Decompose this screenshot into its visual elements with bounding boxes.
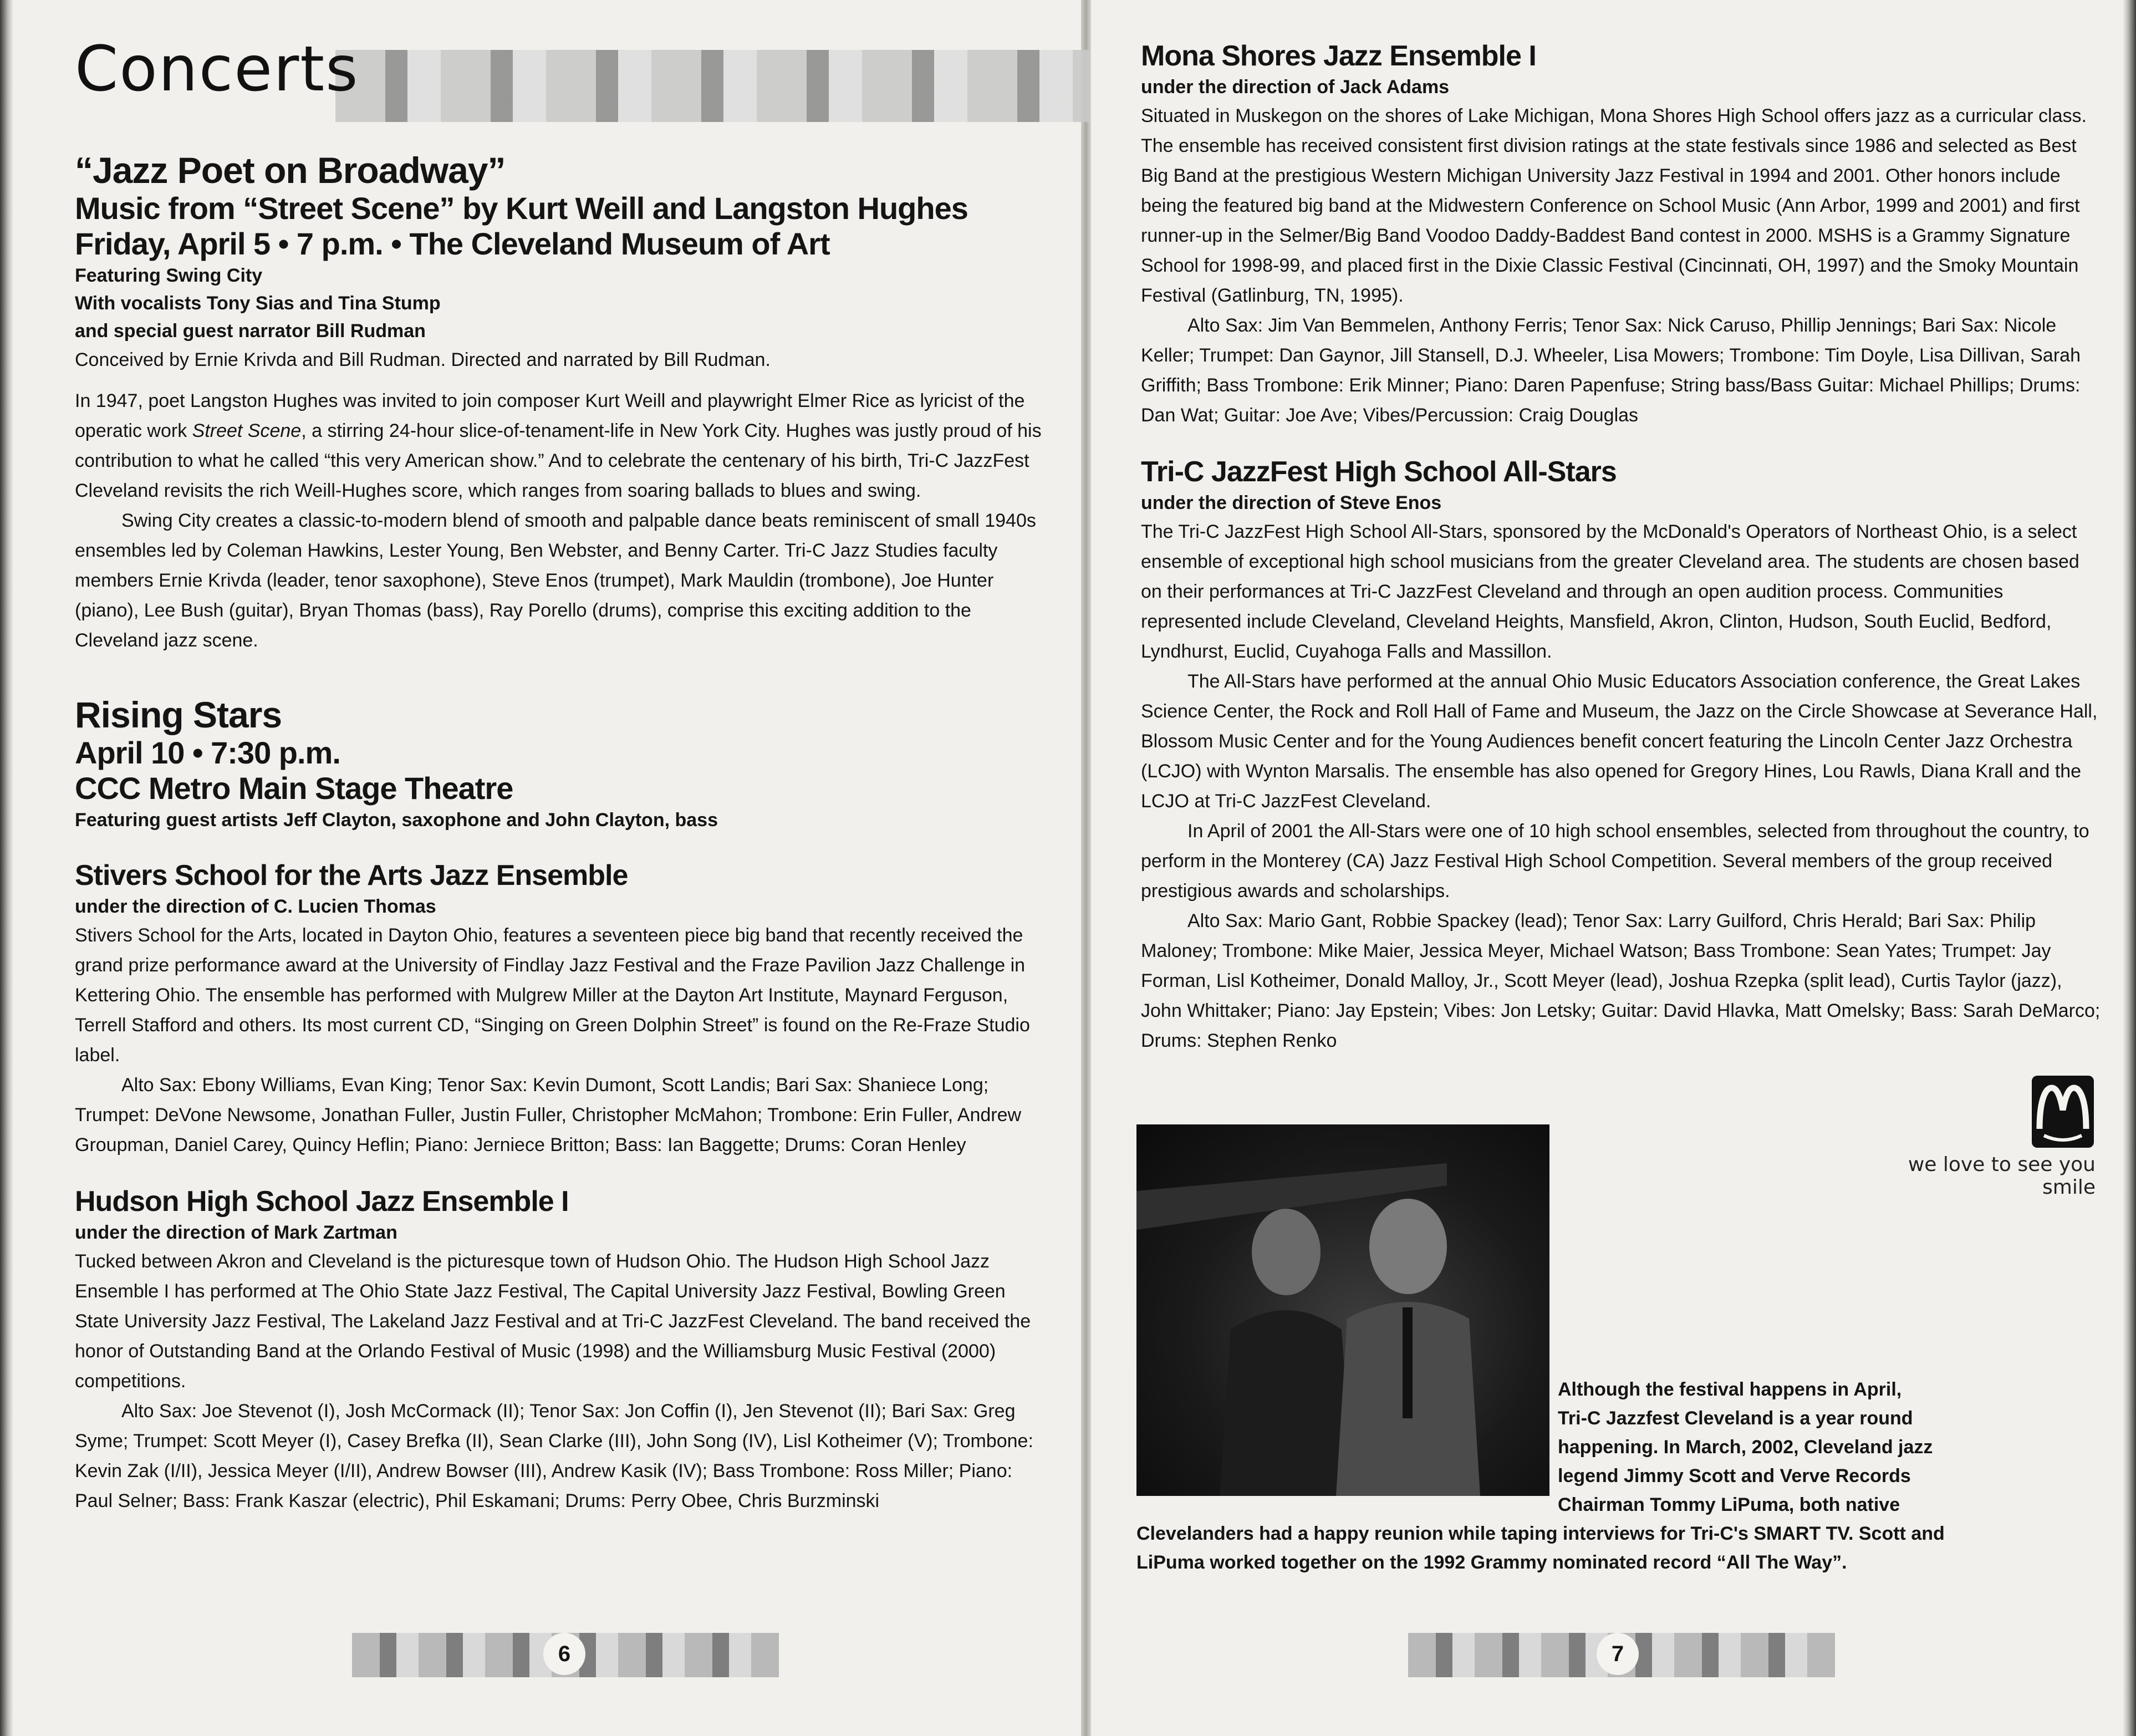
rising-stars-date: April 10 • 7:30 p.m. bbox=[75, 735, 340, 770]
rising-stars-venue: CCC Metro Main Stage Theatre bbox=[75, 771, 513, 806]
allstars-roster: Alto Sax: Mario Gant, Robbie Spackey (lead); Tenor Sax: Larry Guilford, Chris Herald; Bari Sax: Philip Maloney; Trombone: Mike Maier, Jessica Meyer, Michael Watson; Bass Trombone: Sean Yates; Trumpet: Jay Forman, Lisl Kotheimer, Donald Malloy, Jr., Scott Meyer (lead), Joshua Rzepka (split lead), Curtis Taylor (jazz), John Whittaker; Piano: Jay Epstein; Vibes: Jon Letsky; Guitar: David Hlavka, Matt Omelsky; Bass: Sarah DeMarco; Drums: Stephen Renko bbox=[1141, 910, 2101, 1051]
page-number: 7 bbox=[1597, 1633, 1639, 1675]
paragraph-text: , a stirring 24-hour slice-of-tenament-life in New York City. Hughes was justly proud of his contribution to what he called “this very American show.” And to celebrate the centenary of his birth, Tri-C JazzFest Cleveland revisits the rich Weill-Hughes score, which ranges from soaring ballads to blues and swing. bbox=[75, 420, 1042, 501]
rising-stars-featuring: Featuring guest artists Jeff Clayton, saxophone and John Clayton, bass bbox=[75, 810, 718, 831]
caption-line: LiPuma worked together on the 1992 Grammy nominated record “All The Way”. bbox=[1136, 1552, 1847, 1573]
jazz-poet-conceived: Conceived by Ernie Krivda and Bill Rudman. Directed and narrated by Bill Rudman. bbox=[75, 349, 771, 370]
paragraph-text: In 1947, poet Langston Hughes was invited to join composer Kurt Weill and playwright Elmer Rice as lyricist of the operatic work bbox=[75, 390, 1025, 441]
page-number: 6 bbox=[543, 1633, 585, 1675]
hudson-director: under the direction of Mark Zartman bbox=[75, 1222, 397, 1243]
left-column bbox=[75, 33, 1051, 1516]
allstars-title: Tri-C JazzFest High School All-Stars bbox=[1141, 456, 1617, 488]
allstars-paragraph: The Tri-C JazzFest High School All-Stars, sponsored by the McDonald's Operators of Northeast Ohio, is a select ensemble of exceptional high school musicians from the greater Cleveland area. The students are chosen based on their performances at Tri-C JazzFest Cleveland and through an open audition process. Communities represented include Cleveland, Cleveland Heights, Mansfield, Akron, Clinton, Hudson, South Euclid, Bedford, Lyndhurst, Euclid, Cuyahoga Falls and Massillon. bbox=[1141, 521, 2079, 662]
mcdonalds-logo bbox=[2032, 1076, 2094, 1148]
stivers-paragraph: Stivers School for the Arts, located in Dayton Ohio, features a seventeen piece big band that recently received the grand prize performance award at the University of Findlay Jazz Festival and the Fraze Pavilion Jazz Challenge in Kettering Ohio. The ensemble has performed with Mulgrew Miller at the Dayton Art Institute, Maynard Ferguson, Terrell Stafford and others. Its most current CD, “Singing on Green Dolphin Street” is found on the Re-Fraze Studio label. bbox=[75, 925, 1030, 1066]
mcdonalds-tagline: we love to see you smile bbox=[1908, 1153, 2096, 1199]
jazz-poet-narrator: and special guest narrator Bill Rudman bbox=[75, 320, 426, 342]
right-column bbox=[1141, 39, 2106, 1056]
section-title: Concerts bbox=[75, 33, 359, 105]
jazz-poet-paragraph: Swing City creates a classic-to-modern blend of smooth and palpable dance beats reminiscent of small 1940s ensembles led by Coleman Hawkins, Lester Young, Ben Webster, and Benny Carter. Tri-C Jazz Studies faculty members Ernie Krivda (leader, tenor saxophone), Steve Enos (trumpet), Mark Mauldin (trombone), Joe Hunter (piano), Lee Bush (guitar), Bryan Thomas (bass), Ray Porello (drums), comprise this exciting addition to the Cleveland jazz scene. bbox=[75, 510, 1036, 651]
page-edge bbox=[2123, 0, 2136, 1736]
mona-shores-roster: Alto Sax: Jim Van Bemmelen, Anthony Ferris; Tenor Sax: Nick Caruso, Phillip Jennings; Bari Sax: Nicole Keller; Trumpet: Dan Gaynor, Jill Stansell, D.J. Wheeler, Lisa Mowers; Trombone: Tim Doyle, Lisa Dillivan, Sarah Griffith; Bass Trombone: Erik Minner; Piano: Daren Papenfuse; String bass/Bass Guitar: Michael Phillips; Drums: Dan Wat; Guitar: Joe Ave; Vibes/Percussion: Craig Douglas bbox=[1141, 315, 2081, 426]
allstars-paragraph: In April of 2001 the All-Stars were one of 10 high school ensembles, selected from throughout the country, to perform in the Monterey (CA) Jazz Festival High School Competition. Several members of the group received prestigious awards and scholarships. bbox=[1141, 821, 2089, 902]
hudson-paragraph: Tucked between Akron and Cleveland is the picturesque town of Hudson Ohio. The Hudson High School Jazz Ensemble I has performed at The Ohio State Jazz Festival, The Capital University Jazz Festival, Bowling Green State University Jazz Festival, The Lakeland Jazz Festival and at Tri-C JazzFest Cleveland. The band received the honor of Outstanding Band at the Orlando Festival of Music (1998) and the Williamsburg Music Festival (2000) competitions. bbox=[75, 1251, 1031, 1392]
caption-line: legend Jimmy Scott and Verve Records bbox=[1558, 1465, 1911, 1486]
banner-strip bbox=[335, 50, 1089, 122]
caption-line: happening. In March, 2002, Cleveland jazz bbox=[1558, 1437, 1933, 1458]
concerts-banner bbox=[75, 33, 1051, 139]
rising-stars-title: Rising Stars bbox=[75, 694, 282, 735]
hudson-title: Hudson High School Jazz Ensemble I bbox=[75, 1185, 569, 1218]
page-edge bbox=[0, 0, 13, 1736]
caption-line: Clevelanders had a happy reunion while taping interviews for Tri-C's SMART TV. Scott and bbox=[1136, 1523, 1945, 1544]
caption-line: Although the festival happens in April, bbox=[1558, 1379, 1902, 1400]
jazz-poet-subtitle: Music from “Street Scene” by Kurt Weill and Langston Hughes bbox=[75, 191, 968, 226]
allstars-director: under the direction of Steve Enos bbox=[1141, 492, 1442, 513]
allstars-paragraph: The All-Stars have performed at the annual Ohio Music Educators Association conference, the Great Lakes Science Center, the Rock and Roll Hall of Fame and Museum, the Jazz on the Circle Showcase at Severance Hall, Blossom Music Center and for the Young Audiences benefit concert featuring the Lincoln Center Jazz Orchestra (LCJO) with Wynton Marsalis. The ensemble has also opened for Gregory Hines, Lou Rawls, Diana Krall and the LCJO at Tri-C JazzFest Cleveland. bbox=[1141, 671, 2098, 812]
caption-line: Chairman Tommy LiPuma, both native bbox=[1558, 1494, 1900, 1515]
mona-shores-director: under the direction of Jack Adams bbox=[1141, 77, 1450, 98]
jazz-poet-featuring: Featuring Swing City bbox=[75, 265, 263, 286]
golden-arches-icon bbox=[2032, 1076, 2094, 1148]
spine bbox=[1081, 0, 1091, 1736]
stivers-title: Stivers School for the Arts Jazz Ensemble bbox=[75, 859, 628, 892]
jazz-poet-paragraph bbox=[75, 386, 1051, 506]
caption-line: Tri-C Jazzfest Cleveland is a year round bbox=[1558, 1408, 1913, 1429]
stivers-roster: Alto Sax: Ebony Williams, Evan King; Tenor Sax: Kevin Dumont, Scott Landis; Bari Sax: Shaniece Long; Trumpet: DeVone Newsome, Jonathan Fuller, Justin Fuller, Christopher McMahon; Trombone: Erin Fuller, Andrew Groupman, Daniel Carey, Quincy Heflin; Piano: Jerniece Britton; Bass: Ian Baggette; Drums: Coran Henley bbox=[75, 1075, 1022, 1155]
photo-caption bbox=[1136, 1375, 1968, 1577]
hudson-roster: Alto Sax: Joe Stevenot (I), Josh McCormack (II); Tenor Sax: Jon Coffin (I), Jen Stevenot (II); Bari Sax: Greg Syme; Trumpet: Scott Meyer (I), Casey Brefka (II), Sean Clarke (III), John Song (IV), Lisl Kotheimer (V); Trombone: Kevin Zak (I/II), Jessica Meyer (I/II), Andrew Bowser (III), Andrew Kasik (IV); Bass Trombone: Ross Miller; Piano: Paul Selner; Bass: Frank Kaszar (electric), Phil Eskamani; Drums: Perry Obee, Chris Burzminski bbox=[75, 1401, 1033, 1511]
stivers-director: under the direction of C. Lucien Thomas bbox=[75, 896, 436, 917]
jazz-poet-date-line: Friday, April 5 • 7 p.m. • The Cleveland Museum of Art bbox=[75, 226, 830, 261]
work-title: Street Scene bbox=[192, 420, 302, 441]
jazz-poet-vocalists: With vocalists Tony Sias and Tina Stump bbox=[75, 293, 441, 314]
jazz-poet-title: “Jazz Poet on Broadway” bbox=[75, 150, 506, 191]
mona-shores-title: Mona Shores Jazz Ensemble I bbox=[1141, 40, 1536, 72]
mona-shores-paragraph: Situated in Muskegon on the shores of Lake Michigan, Mona Shores High School offers jazz as a curricular class. The ensemble has received consistent first division ratings at the state festivals since 1986 and selected as Best Big Band at the prestigious Western Michigan University Jazz Festival in 1994 and 2001. Other honors include being the featured big band at the Midwestern Conference on School Music (Ann Arbor, 1999 and 2001) and first runner-up in the Selmer/Big Band Voodoo Daddy-Baddest Band contest in 2000. MSHS is a Grammy Signature School for 1998-99, and placed first in the Dixie Classic Festival (Cincinnati, OH, 1997) and the Smoky Mountain Festival (Gatlinburg, TN, 1995). bbox=[1141, 105, 2087, 306]
